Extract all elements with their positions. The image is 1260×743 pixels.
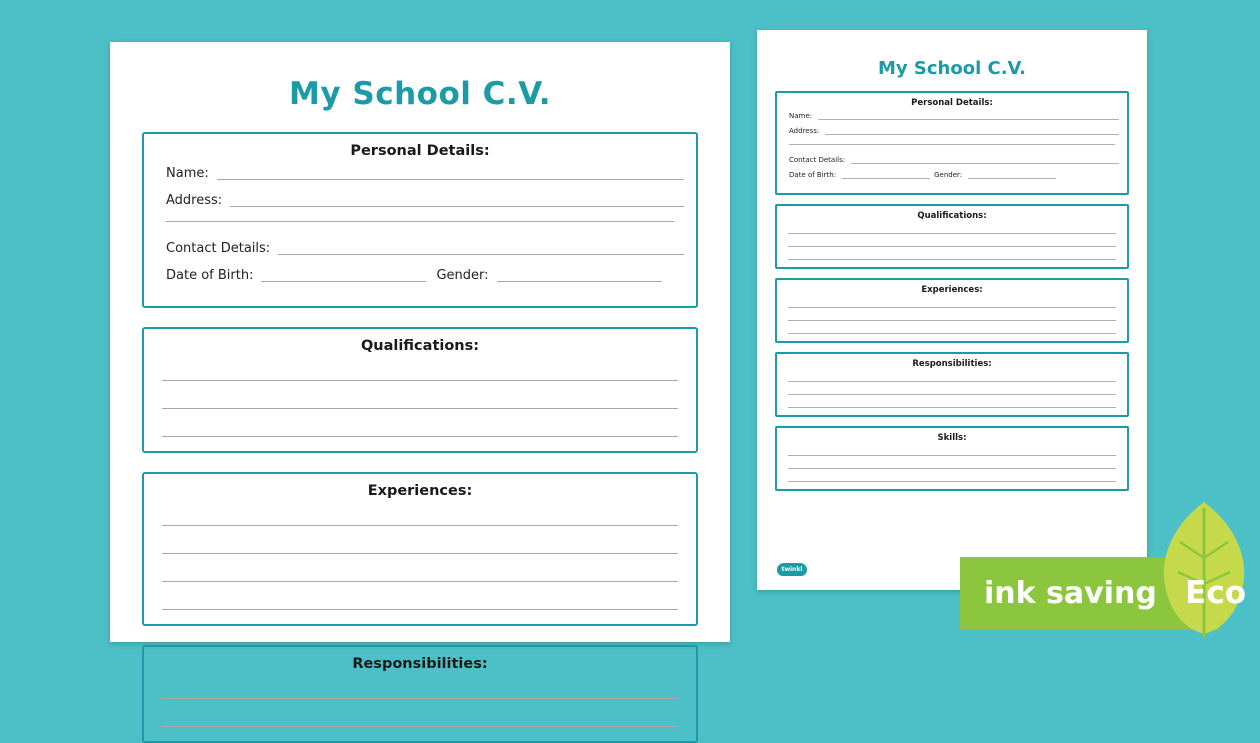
section-responsibilities-large xyxy=(142,645,698,743)
page-title-large: My School C.V. xyxy=(289,76,551,112)
field-input-gender[interactable] xyxy=(497,280,662,282)
field-input-name[interactable] xyxy=(217,178,684,180)
field-name-row xyxy=(156,167,684,180)
field-address-row xyxy=(156,194,684,207)
writing-lines-skills[interactable] xyxy=(785,448,1119,483)
section-heading: Personal Details: xyxy=(350,143,490,159)
section-skills-small xyxy=(775,426,1129,491)
field-dob-gender-row xyxy=(156,269,684,282)
field-input-contact-details[interactable] xyxy=(851,162,1119,164)
writing-line[interactable] xyxy=(788,381,1116,382)
section-heading: Personal Details: xyxy=(911,98,993,108)
field-input-address-1[interactable] xyxy=(230,205,684,207)
field-name-row xyxy=(785,113,1119,120)
field-input-contact-details[interactable] xyxy=(278,253,684,255)
section-qualifications-large xyxy=(142,327,698,453)
writing-line[interactable] xyxy=(788,407,1116,408)
field-label-contact-details: Contact Details: xyxy=(789,156,846,164)
section-qualifications-small xyxy=(775,204,1129,269)
writing-line[interactable] xyxy=(162,380,678,381)
writing-lines-qualifications[interactable] xyxy=(785,226,1119,261)
field-label-name: Name: xyxy=(166,166,209,181)
section-heading: Experiences: xyxy=(921,285,983,295)
twinkl-logo: twinkl xyxy=(777,563,807,576)
writing-lines-experiences[interactable] xyxy=(785,300,1119,335)
section-heading: Qualifications: xyxy=(360,338,480,354)
field-label-gender: Gender: xyxy=(436,268,489,283)
writing-line[interactable] xyxy=(162,581,678,582)
writing-lines-experiences[interactable] xyxy=(156,507,684,614)
field-label-gender: Gender: xyxy=(934,171,963,179)
field-input-address-2[interactable] xyxy=(166,220,674,222)
field-contact-row xyxy=(156,242,684,255)
field-label-address: Address: xyxy=(789,127,820,135)
writing-line[interactable] xyxy=(788,246,1116,247)
field-input-date-of-birth[interactable] xyxy=(842,177,930,179)
leaf-icon xyxy=(1150,498,1258,638)
writing-line[interactable] xyxy=(788,333,1116,334)
field-label-date-of-birth: Date of Birth: xyxy=(166,268,254,283)
field-input-date-of-birth[interactable] xyxy=(261,280,426,282)
writing-lines-responsibilities[interactable] xyxy=(156,680,684,731)
section-experiences-small xyxy=(775,278,1129,343)
section-personal-details-large xyxy=(142,132,698,308)
cv-sheet-large xyxy=(110,42,730,672)
writing-line[interactable] xyxy=(788,233,1116,234)
writing-line[interactable] xyxy=(788,481,1116,482)
field-label-contact-details: Contact Details: xyxy=(166,241,271,256)
eco-badge-word: Eco xyxy=(1185,575,1246,611)
section-experiences-large xyxy=(142,472,698,626)
writing-line[interactable] xyxy=(162,726,678,727)
section-heading: Qualifications: xyxy=(917,211,987,221)
writing-line[interactable] xyxy=(788,394,1116,395)
page-title-small: My School C.V. xyxy=(877,58,1027,79)
cv-sheet-small xyxy=(757,30,1147,590)
section-heading: Experiences: xyxy=(367,483,473,499)
writing-line[interactable] xyxy=(162,553,678,554)
field-address-row xyxy=(785,128,1119,135)
section-heading: Skills: xyxy=(937,433,967,443)
writing-line[interactable] xyxy=(788,259,1116,260)
field-label-date-of-birth: Date of Birth: xyxy=(789,171,837,179)
section-heading: Responsibilities: xyxy=(912,359,992,369)
writing-line[interactable] xyxy=(162,698,678,699)
writing-line[interactable] xyxy=(788,307,1116,308)
field-input-address-2[interactable] xyxy=(789,143,1115,145)
field-dob-gender-row xyxy=(785,172,1119,179)
field-input-name[interactable] xyxy=(818,118,1119,120)
eco-badge-label: ink saving xyxy=(984,576,1157,611)
writing-lines-responsibilities[interactable] xyxy=(785,374,1119,409)
field-contact-row xyxy=(785,157,1119,164)
field-label-name: Name: xyxy=(789,112,813,120)
writing-line[interactable] xyxy=(788,320,1116,321)
field-input-address-1[interactable] xyxy=(825,133,1119,135)
writing-line[interactable] xyxy=(162,525,678,526)
section-personal-details-small xyxy=(775,91,1129,195)
field-input-gender[interactable] xyxy=(968,177,1056,179)
eco-badge xyxy=(960,557,1260,630)
section-responsibilities-small xyxy=(775,352,1129,417)
writing-lines-qualifications[interactable] xyxy=(156,362,684,441)
writing-line[interactable] xyxy=(162,609,678,610)
section-heading: Responsibilities: xyxy=(352,656,488,672)
writing-line[interactable] xyxy=(162,436,678,437)
writing-line[interactable] xyxy=(788,468,1116,469)
writing-line[interactable] xyxy=(788,455,1116,456)
writing-line[interactable] xyxy=(162,408,678,409)
field-label-address: Address: xyxy=(166,193,223,208)
